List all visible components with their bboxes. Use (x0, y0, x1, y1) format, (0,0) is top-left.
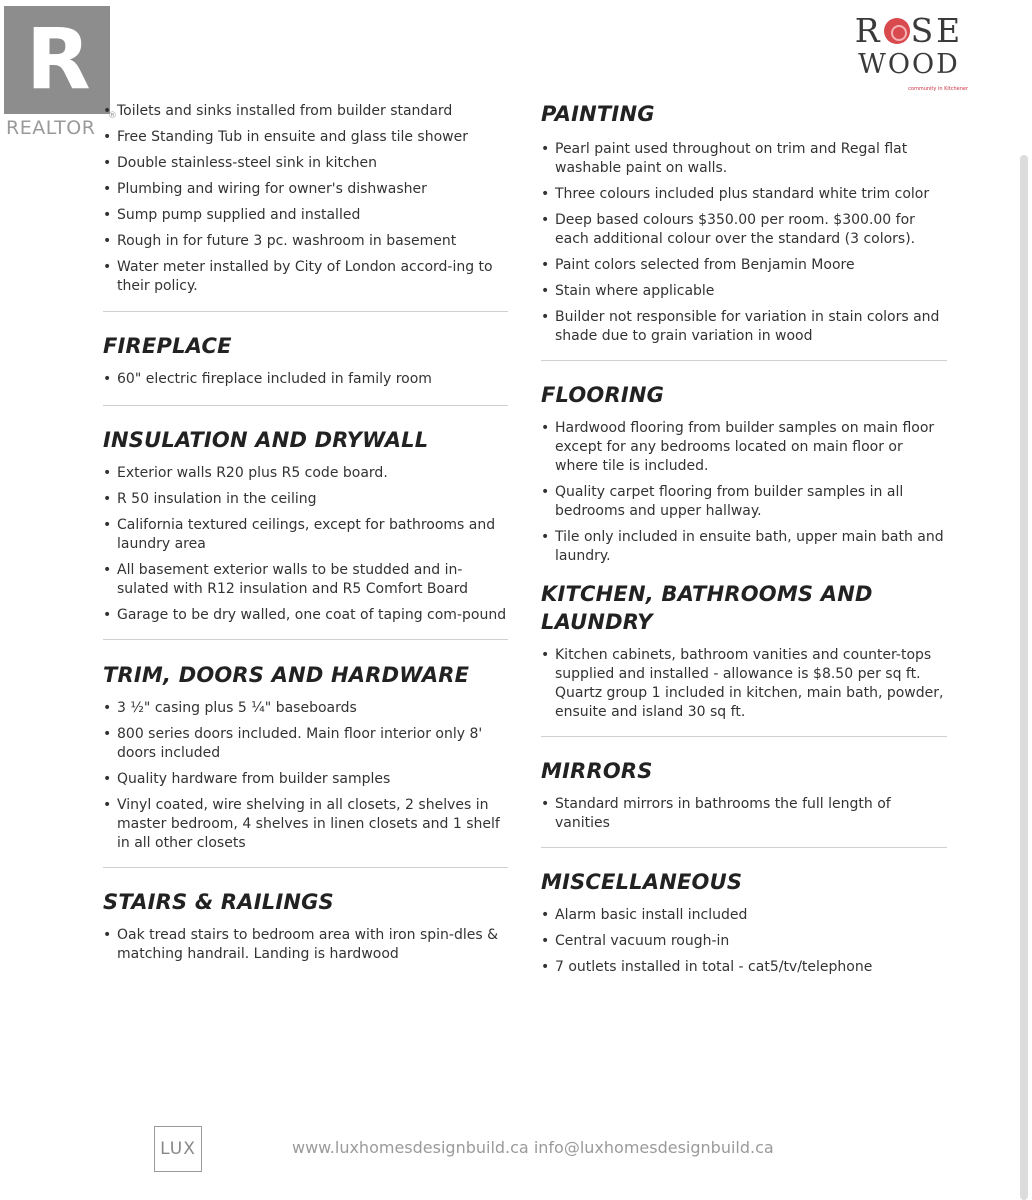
rosewood-wood: WOOD (858, 49, 960, 80)
scrollbar[interactable] (1020, 155, 1028, 1200)
section-title: STAIRS & RAILINGS (103, 890, 334, 914)
painting-list (541, 140, 947, 346)
insulation-list (103, 464, 508, 625)
section-misc (541, 868, 947, 977)
realtor-logo (0, 0, 118, 140)
list-item: • California textured ceilings, except for bathrooms and laundry area (103, 516, 508, 554)
list-item: • Toilets and sinks installed from builder standard (103, 102, 508, 121)
section-title: KITCHEN, BATHROOMS AND LAUNDRY (541, 582, 873, 634)
stairs-list (103, 926, 508, 964)
trim-list (103, 699, 508, 853)
list-item: • Tile only included in ensuite bath, upper main bath and laundry. (541, 528, 947, 566)
section-title: PAINTING (541, 102, 655, 126)
left-column (103, 100, 508, 971)
list-item: • Builder not responsible for variation in stain colors and shade due to grain variation in wood (541, 308, 947, 346)
list-item: • Water meter installed by City of London accord-ing to their policy. (103, 258, 508, 296)
plumbing-list (103, 102, 508, 296)
section-painting (541, 100, 947, 346)
divider (541, 360, 947, 361)
rosewood-logo (844, 12, 974, 102)
list-item: • Free Standing Tub in ensuite and glass tile shower (103, 128, 508, 147)
section-title: MIRRORS (541, 759, 653, 783)
kitchen-list (541, 646, 947, 722)
list-item: • Alarm basic install included (541, 906, 947, 925)
misc-list (541, 906, 947, 977)
section-insulation (103, 426, 508, 625)
divider (541, 847, 947, 848)
realtor-letter: R (26, 10, 91, 108)
section-stairs (103, 888, 508, 964)
list-item: • 7 outlets installed in total - cat5/tv/telephone (541, 958, 947, 977)
lux-logo: LUX (154, 1126, 202, 1172)
section-mirrors (541, 757, 947, 833)
section-flooring (541, 381, 947, 566)
list-item: • Three colours included plus standard white trim color (541, 185, 947, 204)
right-column (541, 100, 947, 984)
mirrors-list (541, 795, 947, 833)
divider (541, 736, 947, 737)
divider (103, 639, 508, 640)
rosewood-tagline: community in Kitchener (908, 86, 968, 92)
list-item: • Plumbing and wiring for owner's dishwasher (103, 180, 508, 199)
realtor-word: REALTOR (6, 117, 96, 139)
section-trim (103, 661, 508, 853)
list-item: • Oak tread stairs to bedroom area with iron spin-dles & matching handrail. Landing is hardwood (103, 926, 508, 964)
section-title: FIREPLACE (103, 334, 232, 358)
list-item: • 3 ½" casing plus 5 ¼" baseboards (103, 699, 508, 718)
realtor-mark (4, 6, 110, 114)
list-item: • R 50 insulation in the ceiling (103, 490, 508, 509)
section-kitchen (541, 580, 947, 722)
list-item: • Quality carpet flooring from builder samples in all bedrooms and upper hallway. (541, 483, 947, 521)
list-item: • Sump pump supplied and installed (103, 206, 508, 225)
divider (103, 311, 508, 312)
flooring-list (541, 419, 947, 566)
list-item: • Stain where applicable (541, 282, 947, 301)
list-item: • Pearl paint used throughout on trim and Regal flat washable paint on walls. (541, 140, 947, 178)
list-item: • Rough in for future 3 pc. washroom in basement (103, 232, 508, 251)
rosewood-se: SE (910, 11, 964, 50)
list-item: • Kitchen cabinets, bathroom vanities and counter-tops supplied and installed - allowance is $8.50 per sq ft. Quartz group 1 included in kitchen, main bath, powder, ensuite and island 30 sq ft. (541, 646, 947, 722)
footer-contact: www.luxhomesdesignbuild.ca info@luxhomesdesignbuild.ca (292, 1138, 774, 1157)
list-item: • Quality hardware from builder samples (103, 770, 508, 789)
list-item: • Paint colors selected from Benjamin Moore (541, 256, 947, 275)
section-title: FLOORING (541, 383, 665, 407)
list-item: • Double stainless-steel sink in kitchen (103, 154, 508, 173)
rosewood-r: R (854, 11, 883, 50)
list-item: • 60" electric fireplace included in family room (103, 370, 508, 389)
list-item: • All basement exterior walls to be studded and in-sulated with R12 insulation and R5 Comfort Board (103, 561, 508, 599)
list-item: • Vinyl coated, wire shelving in all closets, 2 shelves in master bedroom, 4 shelves in linen closets and 1 shelf in all other closets (103, 796, 508, 853)
fireplace-list (103, 370, 508, 389)
list-item: • Exterior walls R20 plus R5 code board. (103, 464, 508, 483)
section-title: INSULATION AND DRYWALL (103, 428, 429, 452)
list-item: • 800 series doors included. Main floor interior only 8' doors included (103, 725, 508, 763)
section-fireplace (103, 332, 508, 389)
section-title: MISCELLANEOUS (541, 870, 743, 894)
list-item: • Hardwood flooring from builder samples on main floor except for any bedrooms located on main floor or where tile is included. (541, 419, 947, 476)
list-item: • Deep based colours $350.00 per room. $300.00 for each additional colour over the standard (3 colors). (541, 211, 947, 249)
list-item: • Standard mirrors in bathrooms the full length of vanities (541, 795, 947, 833)
divider (103, 405, 508, 406)
divider (103, 867, 508, 868)
rose-icon (884, 18, 910, 44)
registered-mark: ® (108, 111, 117, 121)
section-title: TRIM, DOORS AND HARDWARE (103, 663, 470, 687)
list-item: • Central vacuum rough-in (541, 932, 947, 951)
list-item: • Garage to be dry walled, one coat of taping com-pound (103, 606, 508, 625)
